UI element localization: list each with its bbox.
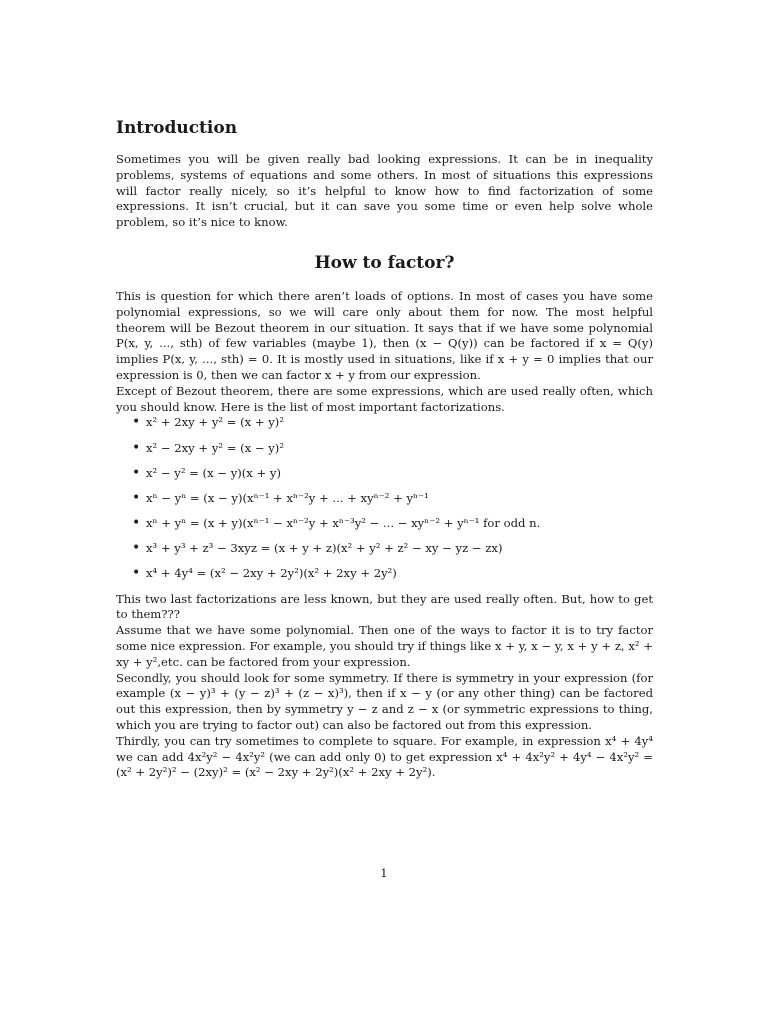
list-item: • x² − 2xy + y² = (x − y)²	[132, 441, 653, 457]
introduction-heading: Introduction	[116, 118, 238, 138]
bezout-paragraph: This is question for which there aren’t loads of options. In most of cases you have some polynomial expressions, so we will care only about them for now. The most helpful theorem will be Bezout theorem in our situation. It says that if we have some polynomial P(x, y, ..., sth) of few variables (maybe 1), then (x − Q(y)) can be factored if x = Q(y) implies P(x, y, ..., sth) = 0. It is mostly used in situations, like if x + y = 0 implies that our expression is 0, then we can factor x + y from our expression.	[116, 288, 653, 382]
introduction-paragraph: Sometimes you will be given really bad looking expressions. It can be in inequality problems, systems of equations and some others. In most of situations this expressions will factor really nicely, so it’s helpful to know how to find factorization of some expressions. It isn’t crucial, but it can save you some time or even help solve whole problem, so it’s nice to know.	[116, 152, 653, 230]
how-to-factor-heading: How to factor?	[314, 252, 455, 273]
list-item: • x³ + y³ + z³ − 3xyz = (x + y + z)(x² + y² + z² − xy − yz − zx)	[132, 541, 653, 557]
symmetry-paragraph: Secondly, you should look for some symmetry. If there is symmetry in your expression (for example (x − y)³ + (y − z)³ + (z − x)³), then if x − y (or any other thing) can be factored out this expression, then by symmetry y − z and z − x (or symmetric expressions to thing, which you are trying to factor out) can also be factored out from this expression.	[116, 670, 653, 733]
factorization-list	[116, 415, 653, 582]
list-item: • xⁿ − yⁿ = (x − y)(xⁿ⁻¹ + xⁿ⁻²y + ... + xyⁿ⁻² + yⁿ⁻¹	[132, 491, 653, 507]
list-item: • x⁴ + 4y⁴ = (x² − 2xy + 2y²)(x² + 2xy + 2y²)	[132, 566, 653, 582]
complete-square-paragraph: Thirdly, you can try sometimes to complete to square. For example, in expression x⁴ + 4y⁴ we can add 4x²y² − 4x²y² (we can add only 0) to get expression x⁴ + 4x²y² + 4y⁴ − 4x²y² = (x² + 2y²)² − (2xy)² = (x² − 2xy + 2y²)(x² + 2xy + 2y²).	[116, 733, 653, 780]
list-item: • x² + 2xy + y² = (x + y)²	[132, 415, 653, 431]
list-item: • x² − y² = (x − y)(x + y)	[132, 466, 653, 482]
nice-expression-paragraph: Assume that we have some polynomial. Then one of the ways to factor it is to try factor some nice expression. For example, you should try if things like x + y, x − y, x + y + z, x² + xy + y²,etc. can be factored from your expression.	[116, 623, 653, 669]
factorizations-intro-paragraph: Except of Bezout theorem, there are some expressions, which are used really often, which you should know. Here is the list of most important factorizations.	[116, 383, 653, 414]
less-known-paragraph: This two last factorizations are less known, but they are used really often. But, how to get to them???	[116, 591, 653, 622]
page-number: 1	[380, 866, 388, 880]
list-item: • xⁿ + yⁿ = (x + y)(xⁿ⁻¹ − xⁿ⁻²y + xⁿ⁻³y² − ... − xyⁿ⁻² + yⁿ⁻¹ for odd n.	[132, 516, 653, 532]
page-content	[116, 118, 653, 781]
